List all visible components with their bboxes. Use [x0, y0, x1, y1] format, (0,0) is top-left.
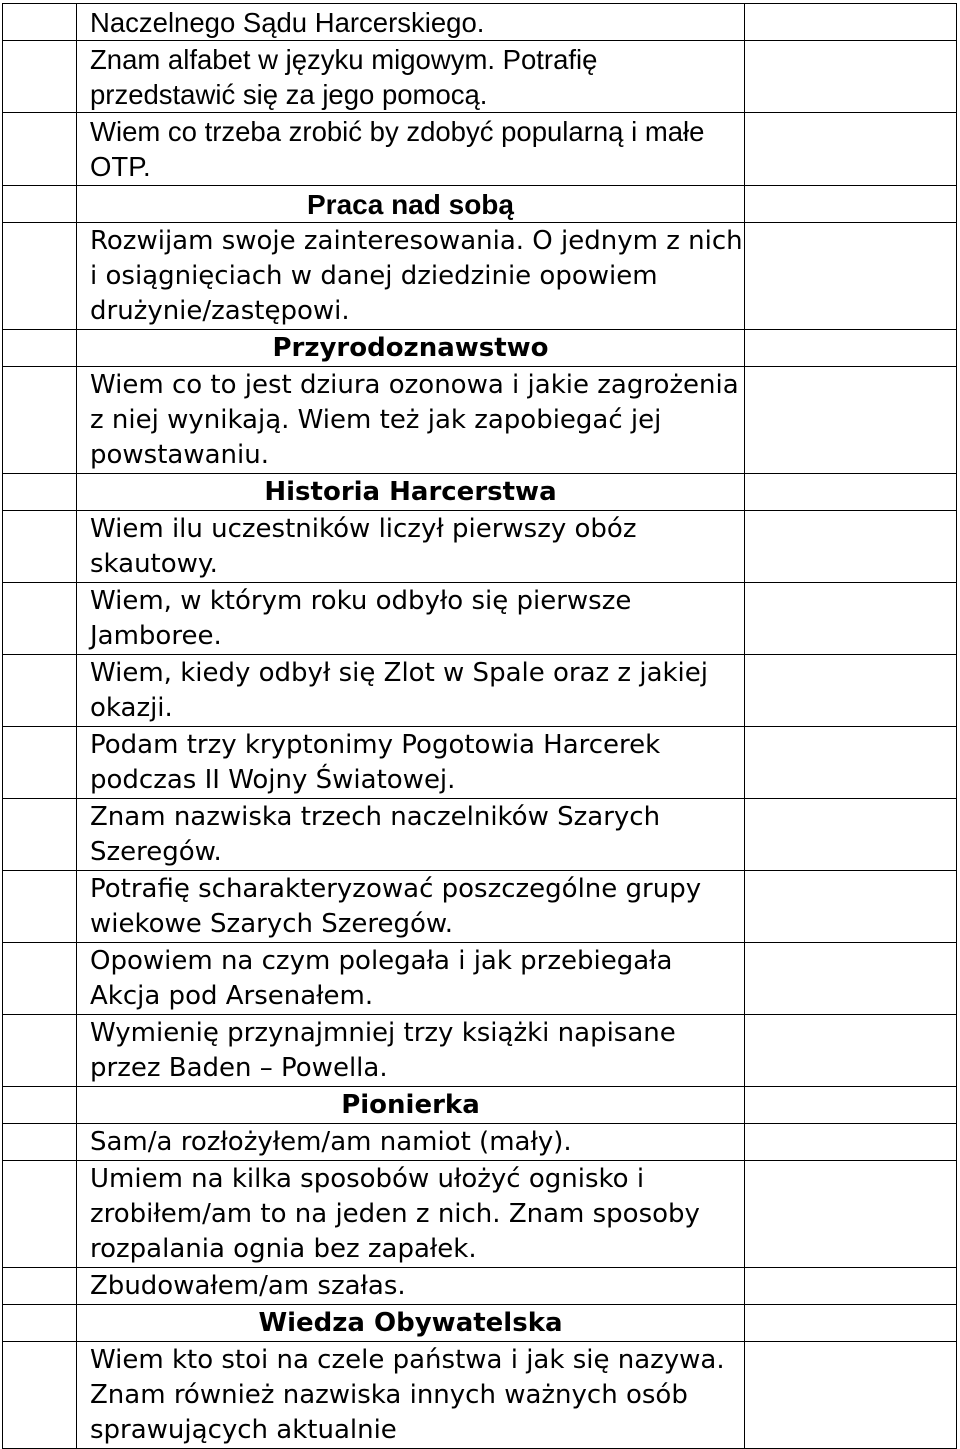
section-header-cell: [77, 330, 745, 367]
notes-cell: [745, 943, 957, 1015]
notes-cell: [745, 223, 957, 330]
table-row: [3, 511, 957, 583]
requirement-cell: [77, 367, 745, 474]
notes-cell: [745, 113, 957, 186]
requirement-text: Wiem, w którym roku odbyło się pierwsze Jamboree.: [90, 586, 632, 651]
requirement-text: Podam trzy kryptonimy Pogotowia Harcerek podczas II Wojny Światowej.: [90, 730, 661, 795]
table-row: [3, 474, 957, 511]
requirement-text: Wiem kto stoi na czele państwa i jak się nazywa. Znam również nazwiska innych ważnych osób sprawujących aktualnie: [90, 1345, 725, 1445]
notes-cell: [745, 655, 957, 727]
notes-cell: [745, 1161, 957, 1268]
section-header: Wiedza Obywatelska: [258, 1308, 563, 1338]
checkbox-cell: [3, 1268, 77, 1305]
section-header: Praca nad sobą: [307, 189, 514, 220]
checkbox-cell: [3, 223, 77, 330]
requirement-cell: [77, 799, 745, 871]
checkbox-cell: [3, 871, 77, 943]
table-row: [3, 1305, 957, 1342]
requirement-text: Wiem ilu uczestników liczył pierwszy obóz skautowy.: [90, 514, 637, 579]
checkbox-cell: [3, 727, 77, 799]
requirements-table: [2, 3, 957, 1449]
table-row: [3, 655, 957, 727]
requirement-text: Umiem na kilka sposobów ułożyć ognisko i zrobiłem/am to na jeden z nich. Znam sposoby rozpalania ognia bez zapałek.: [90, 1164, 700, 1264]
notes-cell: [745, 1342, 957, 1449]
notes-cell: [745, 511, 957, 583]
requirement-cell: [77, 1342, 745, 1449]
table-row: [3, 223, 957, 330]
notes-cell: [745, 799, 957, 871]
requirement-cell: [77, 1124, 745, 1161]
table-row: [3, 1124, 957, 1161]
requirement-cell: [77, 1015, 745, 1087]
notes-cell: [745, 186, 957, 223]
checkbox-cell: [3, 41, 77, 113]
table-row: [3, 799, 957, 871]
requirement-text: Wymienię przynajmniej trzy książki napisane przez Baden – Powella.: [90, 1018, 676, 1083]
table-row: [3, 1087, 957, 1124]
table-row: [3, 1161, 957, 1268]
requirement-text: Opowiem na czym polegała i jak przebiegała Akcja pod Arsenałem.: [90, 946, 673, 1011]
requirement-cell: [77, 511, 745, 583]
checkbox-cell: [3, 511, 77, 583]
checkbox-cell: [3, 1015, 77, 1087]
requirement-cell: [77, 583, 745, 655]
checkbox-cell: [3, 474, 77, 511]
checkbox-cell: [3, 186, 77, 223]
section-header-cell: [77, 474, 745, 511]
table-row: [3, 4, 957, 41]
requirement-cell: [77, 655, 745, 727]
checkbox-cell: [3, 583, 77, 655]
requirement-cell: [77, 41, 745, 113]
table-row: [3, 330, 957, 367]
table-row: [3, 41, 957, 113]
notes-cell: [745, 41, 957, 113]
requirement-text: Naczelnego Sądu Harcerskiego.: [90, 7, 485, 38]
checkbox-cell: [3, 1124, 77, 1161]
requirement-text: Zbudowałem/am szałas.: [90, 1271, 406, 1301]
section-header: Pionierka: [341, 1090, 480, 1120]
table-row: [3, 113, 957, 186]
section-header: Przyrodoznawstwo: [272, 333, 549, 363]
requirement-text: Rozwijam swoje zainteresowania. O jednym z nich i osiągnięciach w danej dziedzinie opowiem drużynie/zastępowi.: [90, 226, 743, 326]
notes-cell: [745, 474, 957, 511]
requirement-text: Wiem co to jest dziura ozonowa i jakie zagrożenia z niej wynikają. Wiem też jak zapobiegać jej powstawaniu.: [90, 370, 739, 470]
requirement-text: Potrafię scharakteryzować poszczególne grupy wiekowe Szarych Szeregów.: [90, 874, 702, 939]
requirement-text: Wiem, kiedy odbył się Zlot w Spale oraz z jakiej okazji.: [90, 658, 708, 723]
checkbox-cell: [3, 1161, 77, 1268]
notes-cell: [745, 330, 957, 367]
requirement-text: Znam alfabet w języku migowym. Potrafię przedstawić się za jego pomocą.: [90, 44, 598, 110]
requirement-text: Sam/a rozłożyłem/am namiot (mały).: [90, 1127, 572, 1157]
section-header: Historia Harcerstwa: [264, 477, 557, 507]
checkbox-cell: [3, 655, 77, 727]
notes-cell: [745, 1305, 957, 1342]
requirement-text: Znam nazwiska trzech naczelników Szarych Szeregów.: [90, 802, 661, 867]
notes-cell: [745, 727, 957, 799]
notes-cell: [745, 4, 957, 41]
table-row: [3, 1268, 957, 1305]
table-row: [3, 943, 957, 1015]
checkbox-cell: [3, 1342, 77, 1449]
table-row: [3, 367, 957, 474]
notes-cell: [745, 1124, 957, 1161]
notes-cell: [745, 367, 957, 474]
requirement-text: Wiem co trzeba zrobić by zdobyć popularną i małe OTP.: [90, 116, 705, 182]
table-row: [3, 583, 957, 655]
checkbox-cell: [3, 1087, 77, 1124]
checkbox-cell: [3, 330, 77, 367]
requirement-cell: [77, 943, 745, 1015]
section-header-cell: [77, 1305, 745, 1342]
section-header-cell: [77, 1087, 745, 1124]
table-row: [3, 186, 957, 223]
checkbox-cell: [3, 799, 77, 871]
notes-cell: [745, 1268, 957, 1305]
checkbox-cell: [3, 943, 77, 1015]
checkbox-cell: [3, 367, 77, 474]
section-header-cell: [77, 186, 745, 223]
notes-cell: [745, 1087, 957, 1124]
requirement-cell: [77, 727, 745, 799]
notes-cell: [745, 1015, 957, 1087]
table-row: [3, 871, 957, 943]
checkbox-cell: [3, 4, 77, 41]
requirement-cell: [77, 1161, 745, 1268]
notes-cell: [745, 871, 957, 943]
table-row: [3, 727, 957, 799]
notes-cell: [745, 583, 957, 655]
requirement-cell: [77, 871, 745, 943]
requirement-cell: [77, 4, 745, 41]
checkbox-cell: [3, 1305, 77, 1342]
table-row: [3, 1342, 957, 1449]
requirement-cell: [77, 1268, 745, 1305]
table-row: [3, 1015, 957, 1087]
requirement-cell: [77, 113, 745, 186]
checkbox-cell: [3, 113, 77, 186]
requirement-cell: [77, 223, 745, 330]
